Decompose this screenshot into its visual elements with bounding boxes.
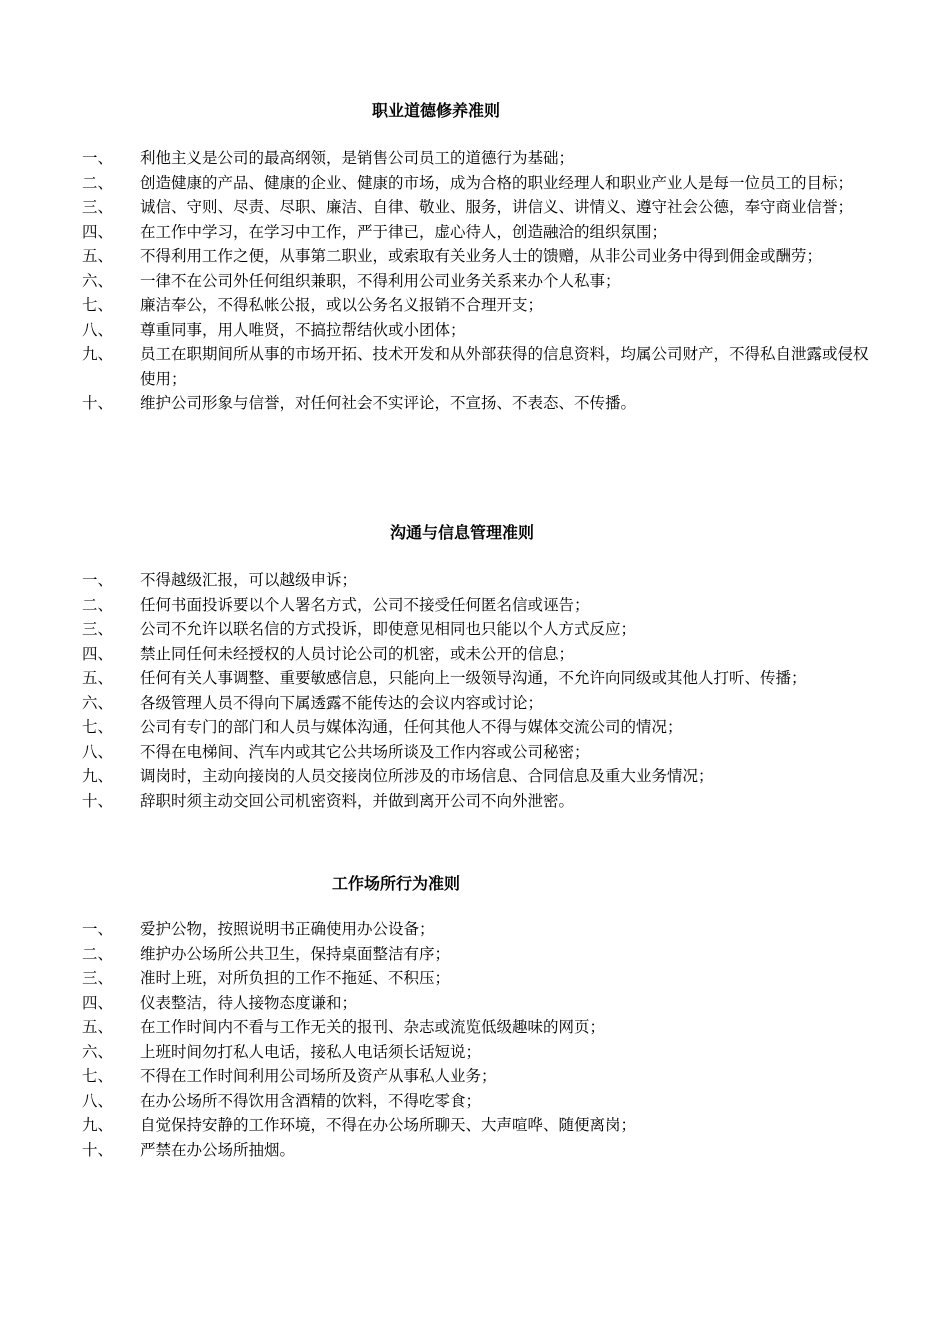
rule-list <box>0 917 950 1162</box>
item-text: 各级管理人员不得向下属透露不能传达的会议内容或讨论； <box>140 693 544 712</box>
item-number: 十、 <box>82 791 114 810</box>
list-item <box>0 642 880 667</box>
list-item <box>0 991 880 1016</box>
item-number: 九、 <box>82 767 114 785</box>
item-text: 不得在工作时间利用公司场所及资产从事私人业务； <box>140 1067 497 1085</box>
list-item <box>0 269 880 294</box>
item-number: 八、 <box>82 1091 114 1110</box>
item-text: 准时上班，对所负担的工作不拖延、不积压； <box>140 969 451 987</box>
item-text: 廉洁奉公，不得私帐公报，或以公务名义报销不合理开支； <box>140 296 544 314</box>
list-item <box>0 764 880 789</box>
item-text: 利他主义是公司的最高纲领，是销售公司员工的道德行为基础； <box>140 149 575 167</box>
item-text: 不得在电梯间、汽车内或其它公共场所谈及工作内容或公司秘密； <box>140 742 590 761</box>
list-item <box>0 568 880 593</box>
item-text: 辞职时须主动交回公司机密资料，并做到离开公司不向外泄密。 <box>140 791 575 810</box>
item-number: 八、 <box>82 742 114 761</box>
item-number: 八、 <box>82 320 114 339</box>
item-text: 维护公司形象与信誉，对任何社会不实评论，不宣扬、不表态、不传播。 <box>140 394 637 412</box>
item-text: 调岗时，主动向接岗的人员交接岗位所涉及的市场信息、合同信息及重大业务情况； <box>140 767 714 785</box>
item-text: 维护办公场所公共卫生，保持桌面整洁有序； <box>140 944 451 963</box>
item-number: 一、 <box>82 920 114 938</box>
item-text: 任何有关人事调整、重要敏感信息，只能向上一级领导沟通，不允许向同级或其他人打听、传播； <box>140 669 807 687</box>
item-number: 十、 <box>82 1140 114 1159</box>
item-text: 公司有专门的部门和人员与媒体沟通，任何其他人不得与媒体交流公司的情况； <box>140 718 683 736</box>
item-number: 四、 <box>82 222 114 241</box>
item-text: 上班时间勿打私人电话，接私人电话须长话短说； <box>140 1042 482 1061</box>
list-item <box>0 966 880 991</box>
list-item <box>0 244 880 269</box>
list-item <box>0 917 880 942</box>
section-professional-ethics <box>0 100 950 416</box>
item-text: 严禁在办公场所抽烟。 <box>140 1140 296 1159</box>
item-number: 一、 <box>82 149 114 167</box>
section-workplace-conduct <box>0 873 950 1162</box>
list-item <box>0 740 880 765</box>
item-text: 仪表整洁，待人接物态度谦和； <box>140 993 358 1012</box>
rule-list <box>0 568 950 813</box>
item-number: 三、 <box>82 969 114 987</box>
item-number: 一、 <box>82 571 114 589</box>
item-number: 四、 <box>82 993 114 1012</box>
list-item <box>0 342 880 391</box>
item-text: 在工作中学习，在学习中工作，严于律已，虚心待人，创造融洽的组织氛围； <box>140 222 668 241</box>
item-text: 尊重同事，用人唯贤，不搞拉帮结伙或小团体； <box>140 320 466 339</box>
list-item <box>0 195 880 220</box>
item-number: 三、 <box>82 620 114 638</box>
list-item <box>0 293 880 318</box>
item-number: 七、 <box>82 296 114 314</box>
section-title: 沟通与信息管理准则 <box>390 523 535 542</box>
item-number: 五、 <box>82 669 114 687</box>
list-item <box>0 942 880 967</box>
list-item <box>0 1040 880 1065</box>
item-text: 不得利用工作之便，从事第二职业，或索取有关业务人士的馈赠，从非公司业务中得到佣金或酬劳； <box>140 247 823 265</box>
list-item <box>0 146 880 171</box>
item-text: 任何书面投诉要以个人署名方式，公司不接受任何匿名信或诬告； <box>140 595 590 614</box>
item-number: 六、 <box>82 271 114 290</box>
item-number: 二、 <box>82 944 114 963</box>
item-text: 禁止同任何未经授权的人员讨论公司的机密，或未公开的信息； <box>140 644 575 663</box>
item-number: 五、 <box>82 247 114 265</box>
rule-list <box>0 146 950 416</box>
item-number: 六、 <box>82 1042 114 1061</box>
list-item <box>0 1138 880 1163</box>
list-item <box>0 220 880 245</box>
item-text: 在工作时间内不看与工作无关的报刊、杂志或流览低级趣味的网页； <box>140 1018 606 1036</box>
item-text: 爱护公物，按照说明书正确使用办公设备； <box>140 920 435 938</box>
list-item <box>0 1113 880 1138</box>
item-text: 诚信、守则、尽责、尽职、廉洁、自律、敬业、服务，讲信义、讲情义、遵守社会公德，奉守商业信誉； <box>140 198 854 216</box>
item-number: 二、 <box>82 173 114 192</box>
item-number: 十、 <box>82 394 114 412</box>
section-communication-info <box>0 522 950 813</box>
list-item <box>0 789 880 814</box>
list-item <box>0 1064 880 1089</box>
list-item <box>0 1089 880 1114</box>
item-text: 一律不在公司外任何组织兼职，不得利用公司业务关系来办个人私事； <box>140 271 621 290</box>
item-number: 七、 <box>82 718 114 736</box>
item-number: 六、 <box>82 693 114 712</box>
item-text: 在办公场所不得饮用含酒精的饮料，不得吃零食； <box>140 1091 482 1110</box>
list-item <box>0 391 880 416</box>
item-number: 四、 <box>82 644 114 663</box>
list-item <box>0 171 880 196</box>
list-item <box>0 1015 880 1040</box>
item-text: 员工在职期间所从事的市场开拓、技术开发和从外部获得的信息资料，均属公司财产，不得私自泄露或侵权使用； <box>140 345 869 388</box>
item-text: 不得越级汇报，可以越级申诉； <box>140 571 358 589</box>
item-number: 九、 <box>82 1116 114 1134</box>
item-text: 自觉保持安静的工作环境，不得在办公场所聊天、大声喧哗、随便离岗； <box>140 1116 637 1134</box>
list-item <box>0 691 880 716</box>
list-item <box>0 617 880 642</box>
item-number: 二、 <box>82 595 114 614</box>
item-number: 五、 <box>82 1018 114 1036</box>
section-title: 工作场所行为准则 <box>332 874 461 893</box>
item-number: 七、 <box>82 1067 114 1085</box>
section-title: 职业道德修养准则 <box>372 101 501 120</box>
list-item <box>0 318 880 343</box>
list-item <box>0 666 880 691</box>
item-text: 创造健康的产品、健康的企业、健康的市场，成为合格的职业经理人和职业产业人是每一位员工的目标； <box>140 173 854 192</box>
list-item <box>0 715 880 740</box>
list-item <box>0 593 880 618</box>
item-text: 公司不允许以联名信的方式投诉，即使意见相同也只能以个人方式反应； <box>140 620 637 638</box>
item-number: 九、 <box>82 345 114 363</box>
item-number: 三、 <box>82 198 114 216</box>
